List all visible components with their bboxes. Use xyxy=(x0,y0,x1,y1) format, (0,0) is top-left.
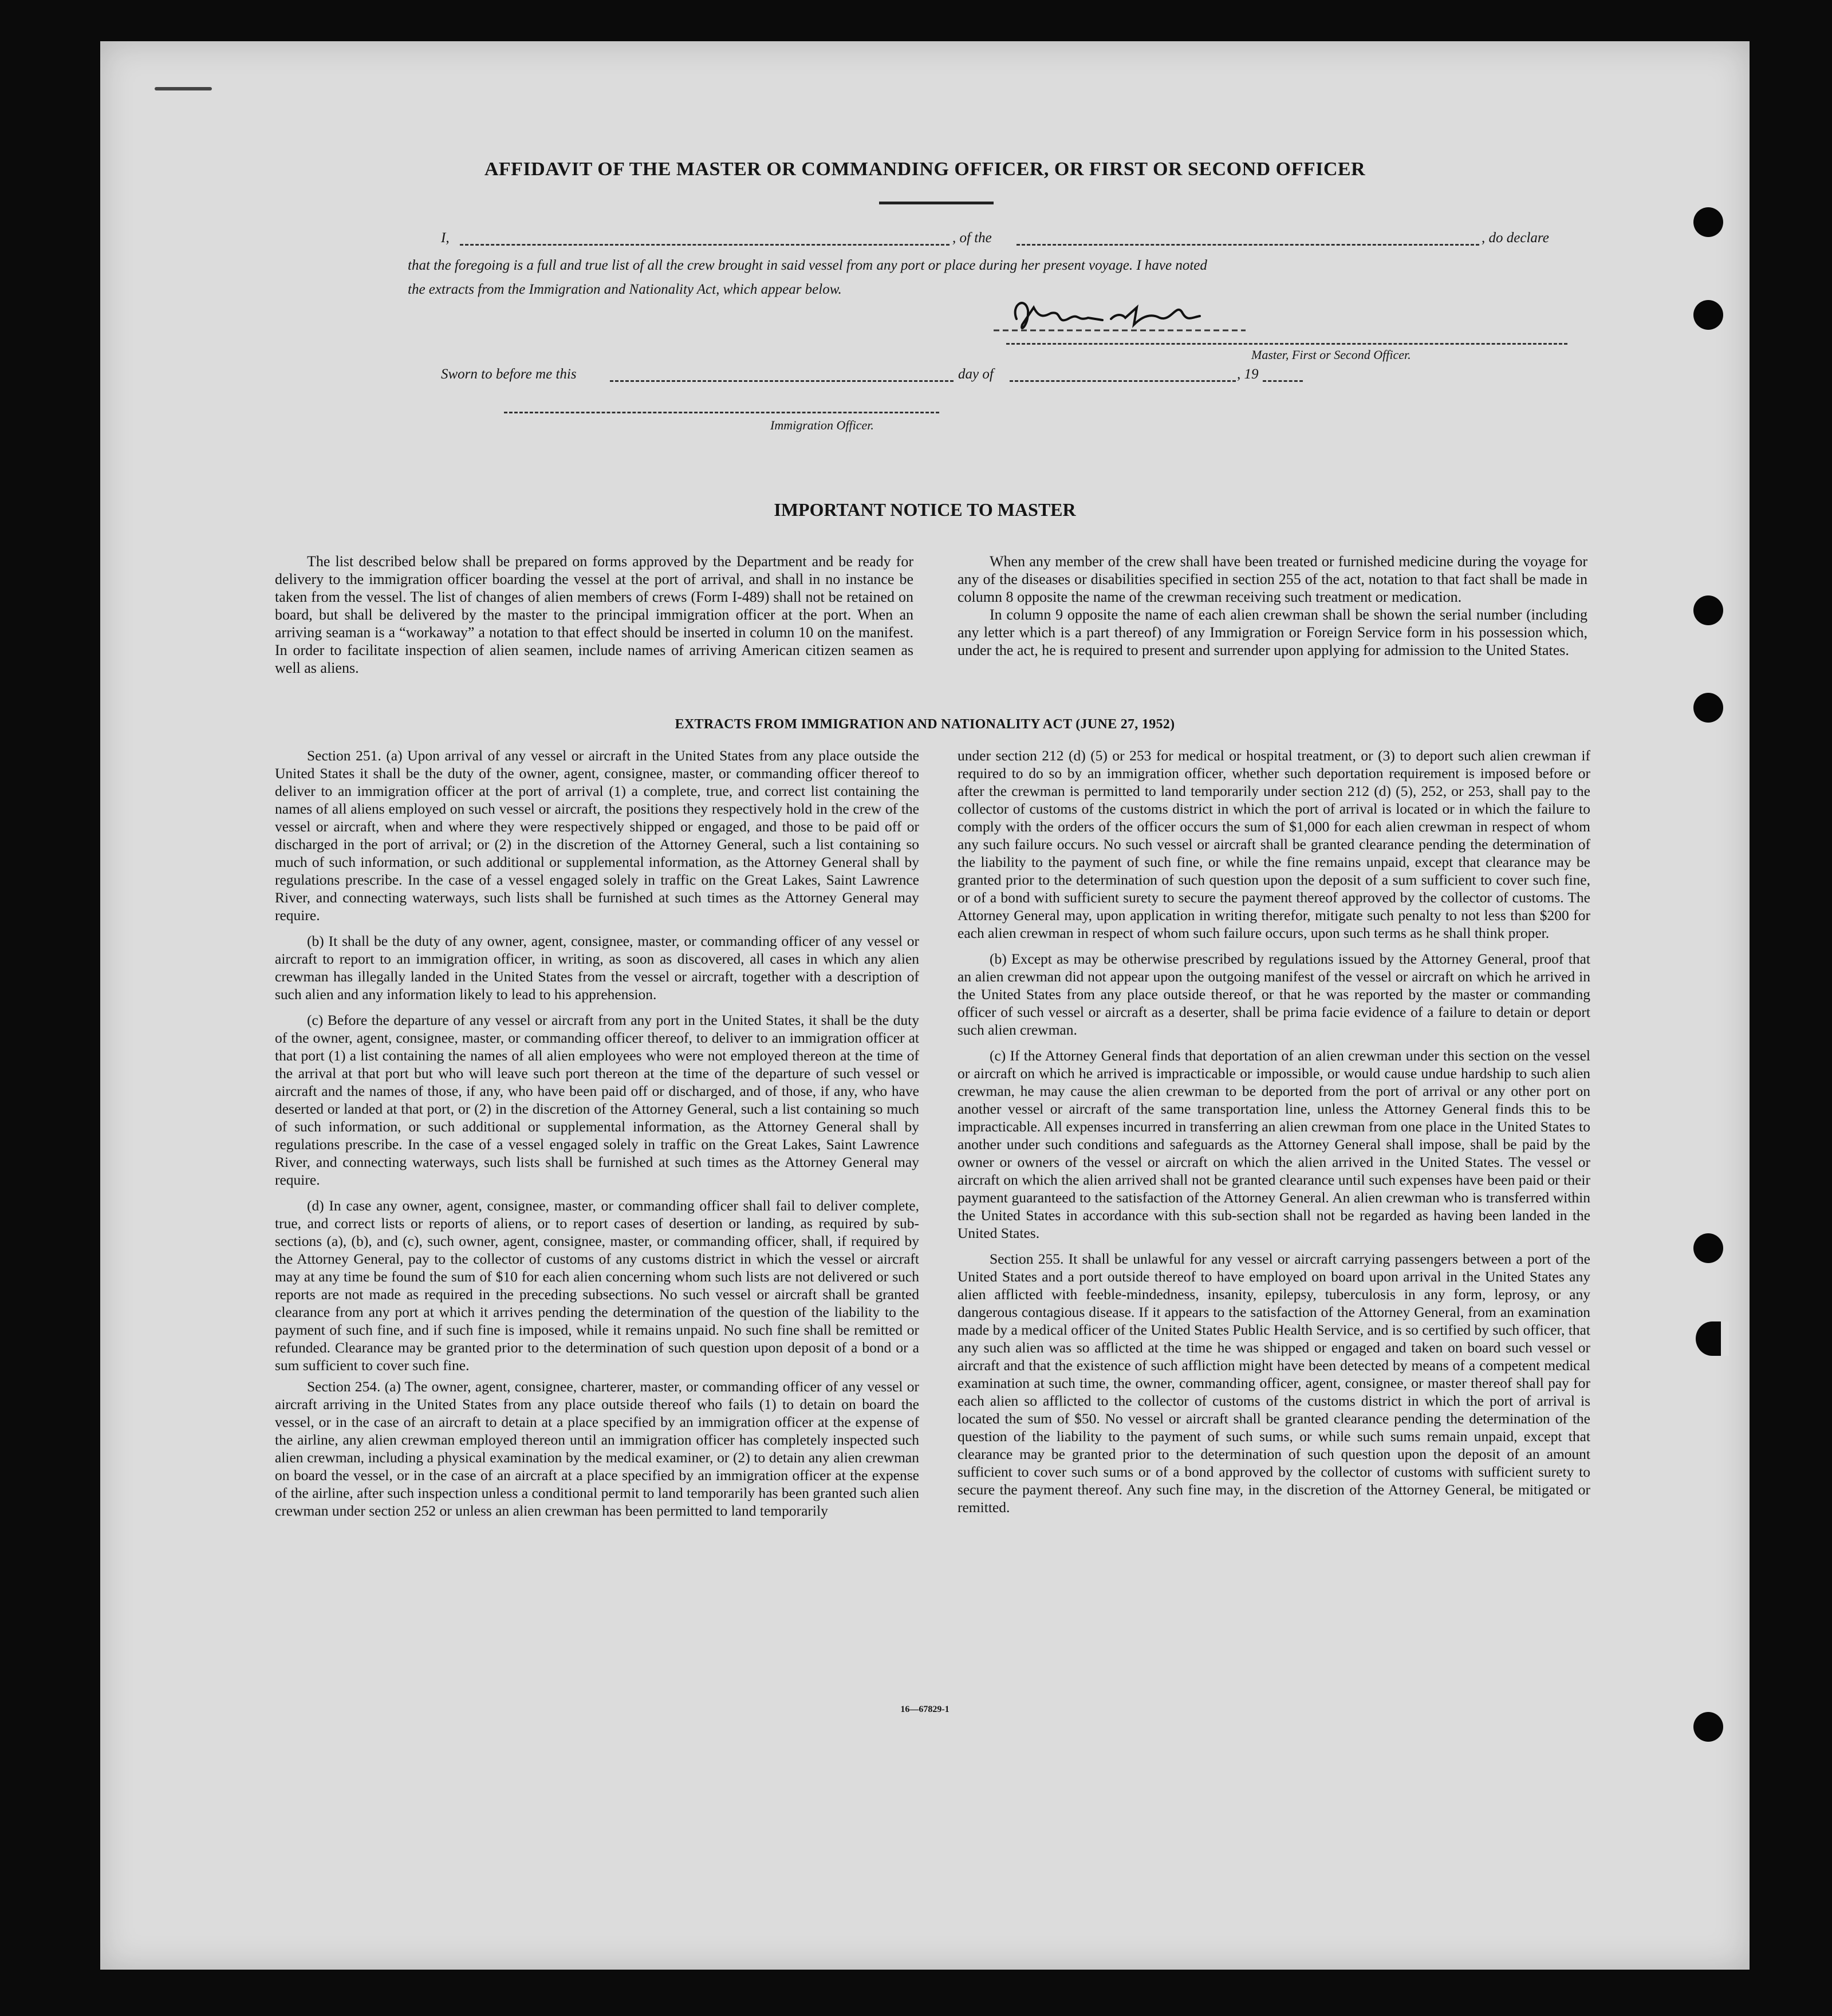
punch-hole xyxy=(1693,1233,1723,1263)
extracts-right-column xyxy=(958,747,1590,1524)
affidavit-line-3: the extracts from the Immigration and Nationality Act, which appear below. xyxy=(408,282,842,297)
section-255: Section 255. It shall be unlawful for any vessel or aircraft carrying passengers between a port of the United States and a port outside thereof to have employed on board upon arrival in the United States any alien afflicted with feeble-mindedness, insanity, epilepsy, tuberculosis in any form, leprosy, or any dangerous contagious disease. If it appears to the satisfaction of the Attorney General, from an examination made by a medical officer of the United States Public Health Service, and is so certified by such officer, that any such alien was so afflicted at the time he was shipped or engaged and taken on board such vessel or aircraft and that the existence of such affliction might have been detected by means of a competent medical examination at such time, the owner, commanding officer, agent, consignee, or master thereof shall pay for each alien so afflicted to the collector of customs of the customs district in which the port of arrival is located the sum of $50. No vessel or aircraft shall be granted clearance pending the determination of the question of the liability to the payment of such sums, or while such sums remain unpaid, except that clearance may be granted prior to the determination of such question upon the deposit of an amount sufficient to cover such sums or of a bond approved by the collector of customs with sufficient surety to secure the payment thereof. Any such fine may, in the discretion of the Attorney General, be mitigated or remitted. xyxy=(958,1250,1590,1516)
section-251-a: Section 251. (a) Upon arrival of any vessel or aircraft in the United States from any place outside the United States it shall be the duty of the owner, agent, consignee, master, or commanding officer thereof to deliver to an immigration officer at the port of arrival (1) a complete, true, and correct list containing the names of all aliens employed on such vessel or aircraft, the positions they respectively hold in the crew of the vessel or aircraft, when and where they were respectively shipped or engaged, and those to be paid off or discharged in the port of arrival; or (2) in the discretion of the Attorney General, such a list containing so much of such information, or such additional or supplemental information, as the Attorney General shall by regulations prescribe. In the case of a vessel engaged solely in traffic on the Great Lakes, Saint Lawrence River, and connecting waterways, such lists shall be furnished at such times as the Attorney General may require. xyxy=(275,747,919,924)
officer-signature-line xyxy=(504,412,939,413)
notice-right-paragraphs xyxy=(958,553,1587,666)
day-of-label: day of xyxy=(958,366,994,382)
sworn-year-line xyxy=(1263,380,1303,382)
section-254-a-continued: under section 212 (d) (5) or 253 for medical or hospital treatment, or (3) to deport such alien crewman if required to do so by an immigration officer, whether such deportation requirement is imposed before or after the crewman is permitted to land temporarily under section 212 (d) (5), 252, or 253, shall pay to the collector of customs of the customs district in which the port of arrival is located or in which the failure to comply with the orders of the officer occurs the sum of $1,000 for each alien crewman in respect of whom any such failure occurs. No such vessel or aircraft shall be granted clearance pending the determination of the liability to the payment of such fine, or while the fine remains unpaid, except that clearance may be granted prior to the determination of such question upon the deposit of a sum sufficient to cover such fine, or of a bond with sufficient surety to secure the payment thereof approved by the collector of customs. The Attorney General may, upon application in writing therefor, mitigate such penalty to not less than $200 for each alien crewman in respect of whom such failure occurs, upon such terms as he shall think proper. xyxy=(958,747,1590,941)
punch-hole xyxy=(1693,1712,1723,1742)
master-caption: Master, First or Second Officer. xyxy=(1251,348,1411,362)
punch-hole xyxy=(1693,207,1723,237)
section-251-c: (c) Before the departure of any vessel or aircraft from any port in the United States, it shall be the duty of the owner, agent, consignee, master, or commanding officer thereof, to deliver to an immigration officer at that port (1) a list containing the names of all alien employees who were not employed thereon at the time of the arrival at that port but who will leave such port thereon at the time of the departure of such vessel or aircraft and the names of those, if any, who have been paid off or discharged, and of those, if any, who have deserted or landed at that port, or (2) in the discretion of the Attorney General, such a list containing so much of such information, or such additional or supplemental information, as the Attorney General shall by regulations prescribe. In the case of a vessel engaged solely in traffic on the Great Lakes, Saint Lawrence River, and connecting waterways, such lists shall be furnished at such times as the Attorney General may require. xyxy=(275,1012,919,1188)
sworn-month-line xyxy=(1010,380,1236,382)
scan-mark xyxy=(155,87,212,90)
extracts-left-column xyxy=(275,747,919,1528)
section-251-b: (b) It shall be the duty of any owner, agent, consignee, master, or commanding officer of any vessel or aircraft to report to an immigration officer, in writing, as soon as discovered, all cases in which any alien crewman has illegally landed in the United States from the vessel or aircraft, together with a description of such alien and any information likely to lead to his apprehension. xyxy=(275,933,919,1003)
name-line xyxy=(460,244,950,246)
punch-hole xyxy=(1693,595,1723,625)
extracts-title: EXTRACTS FROM IMMIGRATION AND NATIONALITY ACT (JUNE 27, 1952) xyxy=(675,717,1175,732)
punch-hole xyxy=(1693,300,1723,330)
section-254-a: Section 254. (a) The owner, agent, consignee, charterer, master, or commanding officer of any vessel or aircraft arriving in the United States from any place outside thereof who fails (1) to detain on board the vessel, or in the case of an aircraft to detain at a place specified by an immigration officer at the expense of the airline, any alien crewman employed thereon until an immigration officer has completely inspected such alien crewman, including a physical examination by the medical examiner, or (2) to detain any alien crewman on board the vessel, or in the case of an aircraft at a place specified by an immigration officer at the expense of the airline, after such inspection unless a conditional permit to land temporarily has been granted such alien crewman under section 252 or unless an alien crewman has been permitted to land temporarily xyxy=(275,1378,919,1519)
notice-left-paragraph xyxy=(275,553,913,684)
vessel-line xyxy=(1017,244,1479,246)
section-254-c: (c) If the Attorney General finds that deportation of an alien crewman under this section on the vessel or aircraft on which he arrived is impracticable or impossible, or would cause undue hardship to such alien crewman, he may cause the alien crewman to be deported from the port of arrival or any other port on another vessel or aircraft of the same transportation line, unless the Attorney General finds this to be impracticable. All expenses incurred in transferring an alien crewman from one place in the United States to another under such conditions and safeguards as the Attorney General shall impose, shall be paid by the owner or owners of the vessel or aircraft on which the alien arrived in the United States. The vessel or aircraft on which the alien arrived shall not be granted clearance until such expenses have been paid or their payment guaranteed to the satisfaction of the Attorney General. An alien crewman who is transferred within the United States in accordance with this sub-section shall not be regarded as having been landed in the United States. xyxy=(958,1047,1590,1241)
notice-right-text-2: In column 9 opposite the name of each alien crewman shall be shown the serial number (including any letter which is a part thereof) of any Immigration or Foreign Service form in his possession which, under the act, he is required to present and surrender upon applying for admission to the United States. xyxy=(958,606,1587,658)
notice-title: IMPORTANT NOTICE TO MASTER xyxy=(774,499,1076,520)
master-signature xyxy=(994,285,1246,348)
punch-hole xyxy=(1696,1321,1729,1356)
document-page xyxy=(100,41,1750,1970)
notice-right-text-1: When any member of the crew shall have been treated or furnished medicine during the voyage for any of the diseases or disabilities specified in section 255 of the act, notation to that fact shall be made in column 8 opposite the name of the crewman receiving such treatment or medication. xyxy=(958,553,1587,605)
master-signature-line xyxy=(1006,343,1567,345)
affidavit-heading: AFFIDAVIT OF THE MASTER OR COMMANDING OFFICER, OR FIRST OR SECOND OFFICER xyxy=(484,159,1366,180)
affidavit-line-2: that the foregoing is a full and true list of all the crew brought in said vessel from any port or place during her present voyage. I have noted xyxy=(408,258,1207,273)
sworn-label: Sworn to before me this xyxy=(441,366,577,382)
sworn-day-line xyxy=(610,380,954,382)
form-number: 16—67829-1 xyxy=(900,1705,950,1714)
notice-left-text: The list described below shall be prepared on forms approved by the Department and be ready for delivery to the immigration officer boarding the vessel at the port of arrival, and shall in no instance be taken from the vessel. The list of changes of alien members of crews (Form I-489) shall not be retained on board, but shall be delivered by the master to the principal immigration officer at the port. When an arriving seaman is a “workaway” a notation to that effect should be inserted in column 10 on the manifest. In order to facilitate inspection of alien seamen, include names of arriving American citizen seamen as well as aliens. xyxy=(275,553,913,676)
heading-rule xyxy=(879,202,994,204)
affidavit-declare-label: , do declare xyxy=(1482,230,1549,246)
officer-caption: Immigration Officer. xyxy=(770,418,874,432)
affidavit-i-label: I, xyxy=(441,230,450,246)
section-251-d: (d) In case any owner, agent, consignee, master, or commanding officer shall fail to deliver complete, true, and correct lists or reports of aliens, or to report cases of desertion or landing, as required by sub-sections (a), (b), and (c), such owner, agent, consignee, master, or commanding officer, shall, if required by the Attorney General, pay to the collector of customs of any customs district in which the vessel or aircraft may at any time be found the sum of $10 for each alien concerning whom such lists are not delivered or such reports are not made as required in the preceding subsections. No such vessel or aircraft shall be granted clearance from any port at which it arrives pending the determination of the question of the liability to the payment of such fine, and if such fine is imposed, while it remains unpaid. No such fine shall be remitted or refunded. Clearance may be granted prior to the determination of such question upon deposit of a bond or a sum sufficient to cover such fine. xyxy=(275,1197,919,1374)
affidavit-of-the-label: , of the xyxy=(952,230,992,246)
year-label: , 19 xyxy=(1237,366,1259,382)
section-254-b: (b) Except as may be otherwise prescribed by regulations issued by the Attorney General, proof that an alien crewman did not appear upon the outgoing manifest of the vessel or aircraft on which he arrived in the United States from any place outside thereof, or that he was reported by the master or commanding officer of such vessel or aircraft as a deserter, shall be prima facie evidence of a failure to detain or deport such alien crewman. xyxy=(958,950,1590,1038)
